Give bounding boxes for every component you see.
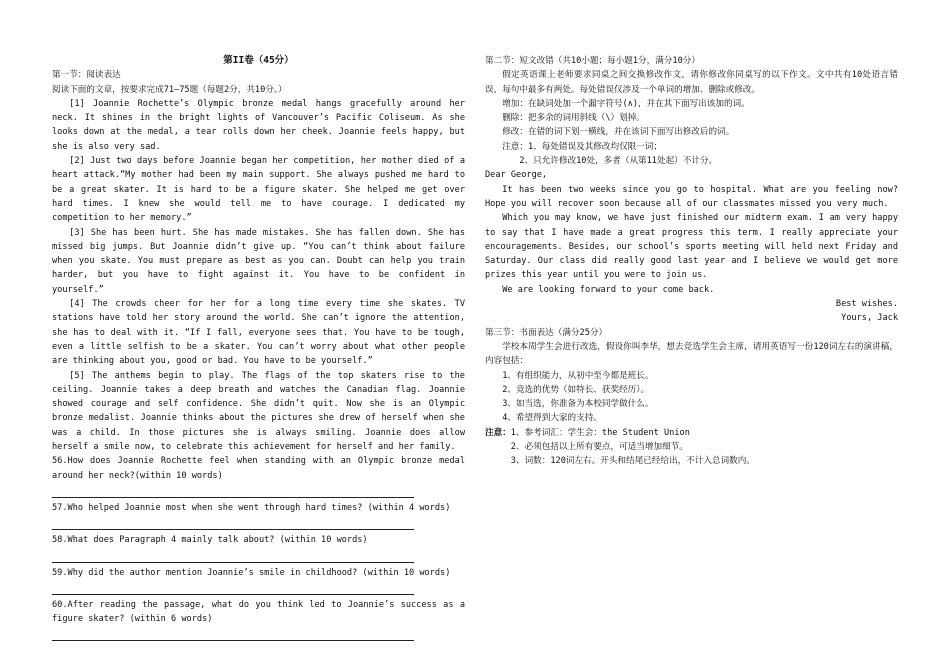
answer-line-56[interactable] [52, 483, 414, 498]
section3-note-3: 3、词数：120词左右。开头和结尾已经给出，不计入总词数内。 [510, 456, 755, 467]
passage-paragraph-1: [1] Joannie Rochette’s Olympic bronze medal hangs gracefully around her neck. It shines in the bright lights of Vancouver’s Pacific Coliseum. As she looks down at the medal, a tear rolls down her cheek. Joannie feels happy, but she is also very sad. [52, 98, 465, 152]
part-title: 第II卷（45分） [223, 55, 294, 66]
section3-note-1: 1、参考词汇：学生会：the Student Union [510, 427, 690, 438]
question-56: 56.How does Joannie Rochette feel when standing with an Olympic bronze medal around her neck?(within 10 words) [52, 456, 465, 481]
section2-instruction-delete: 删除：把多余的词用斜线（\）划掉。 [502, 113, 645, 124]
left-column [52, 54, 465, 644]
question-58: 58.What does Paragraph 4 mainly talk about? (within 10 words) [52, 535, 368, 546]
question-60: 60.After reading the passage, what do you think led to Joannie’s success as a figure skater? (within 6 words) [52, 599, 465, 625]
section3-item-3: 3、如当选，你准备为本校同学做什么。 [502, 399, 654, 410]
section3-intro: 学校本周学生会进行改选，假设你叫李华，想去竞选学生会主席，请用英语写一份120词左右的演讲稿，内容包括： [485, 341, 898, 367]
right-column [485, 54, 898, 469]
section3-note-1-row [485, 426, 898, 440]
question-57: 57.Who helped Joannie most when she went through hard times? (within 4 words) [52, 502, 451, 513]
section1-instruction: 阅读下面的文章，按要求完成71—75题（每题2分，共10分。） [52, 84, 287, 95]
passage-paragraph-2: [2] Just two days before Joannie began her competition, her mother died of a heart attack.“My mother had been my main support. She always pushed me hard to be a great skater. It is hard to be a figure skater. She helped me get over hard times. I knew she would tell me to have courage. I dedicated my competition to her memory.” [52, 156, 465, 224]
section3-item-2: 2、竞选的优势（如特长、获奖经历）。 [502, 384, 650, 395]
letter-signature: Yours, Jack [841, 313, 898, 324]
letter-paragraph-2: Which you may know, we have just finished our midterm exam. I am very happy to say that I have made a great progress this term. I really appreciate your encouragements. Besides, our school’s sports meeting will held next Friday and Saturday. Our class did really good last year and I believe we would get more prizes this year until you were to join us. [485, 213, 898, 281]
answer-line-60[interactable] [52, 626, 414, 641]
answer-line-57[interactable] [52, 515, 414, 530]
letter-paragraph-3: We are looking forward to your come back. [502, 284, 715, 295]
section1-header: 第一节：阅读表达 [52, 70, 121, 81]
section2-header: 第二节：短文改错（共10小题；每小题1分，满分10分） [485, 56, 700, 66]
section2-instruction-modify: 修改：在错的词下划一横线，并在该词下面写出修改后的词。 [502, 127, 735, 138]
answer-line-58[interactable] [52, 548, 414, 563]
section3-item-1: 1、有组织能力，从初中至今都是班长。 [502, 370, 654, 381]
passage-paragraph-5: [5] The anthems begin to play. The flags of the top skaters rise to the ceiling. Joannie takes a deep breath and watches the Canadian flag. Joannie showed courage and self confidence. She didn’t quit. Now she is an Olympic bronze medalist. Joannie thinks about the pictures she drew of herself when she was a child. In those pictures she is always smiling. Joannie does allow herself a smile now, to celebrate this achievement for herself and her family. [52, 370, 465, 453]
question-59: 59.Why did the author mention Joannie’s smile in childhood? (within 10 words) [52, 567, 451, 578]
section3-header: 第三节：书面表达（满分25分） [485, 327, 608, 338]
passage-paragraph-4: [4] The crowds cheer for her for a long time every time she skates. TV stations have told her story around the world. She can’t ignore the attention, she has to deal with it. “If I fall, everyone sees that. You have to be tough, even a little selfish to be a skater. You can’t worry about what other people are thinking about you, good or bad. You have to be yourself.” [52, 299, 465, 367]
section2-instruction-add: 增加：在缺词处加一个漏字符号(∧)，并在其下面写出该加的词。 [502, 98, 750, 109]
section3-item-4: 4、希望得到大家的支持。 [502, 413, 602, 424]
letter-closing: Best wishes. [835, 299, 898, 310]
section2-instruction-main: 假定英语课上老师要求同桌之间交换修改作文，请你修改你同桌写的以下作文。文中共有10处语言错误，每句中最多有两处。每处错误仅涉及一个单词的增加、删除或修改。 [485, 70, 898, 95]
notes-label: 注意： [485, 427, 511, 438]
section2-note-1: 注意：1、每处错误及其修改均仅限一词； [502, 141, 663, 152]
section3-note-2: 2、必须包括以上所有要点，可适当增加细节。 [510, 442, 688, 453]
passage-paragraph-3: [3] She has been hurt. She has made mistakes. She has fallen down. She has missed big jumps. But Joannie didn’t give up. “You can’t think about failure when you skate. You must prepare as best as you can. Doubt can help you train harder, but you have to fight against it. You have to be confident in yourself.” [52, 227, 465, 295]
answer-line-59[interactable] [52, 580, 414, 595]
section2-note-2: 2、只允许修改10处，多者（从第11处起）不计分。 [519, 156, 718, 167]
letter-salutation: Dear George, [485, 170, 548, 181]
letter-paragraph-1: It has been two weeks since you go to hospital. What are you feeling now? Hope you will recover soon because all of our classmates missed you very much. [485, 184, 898, 209]
